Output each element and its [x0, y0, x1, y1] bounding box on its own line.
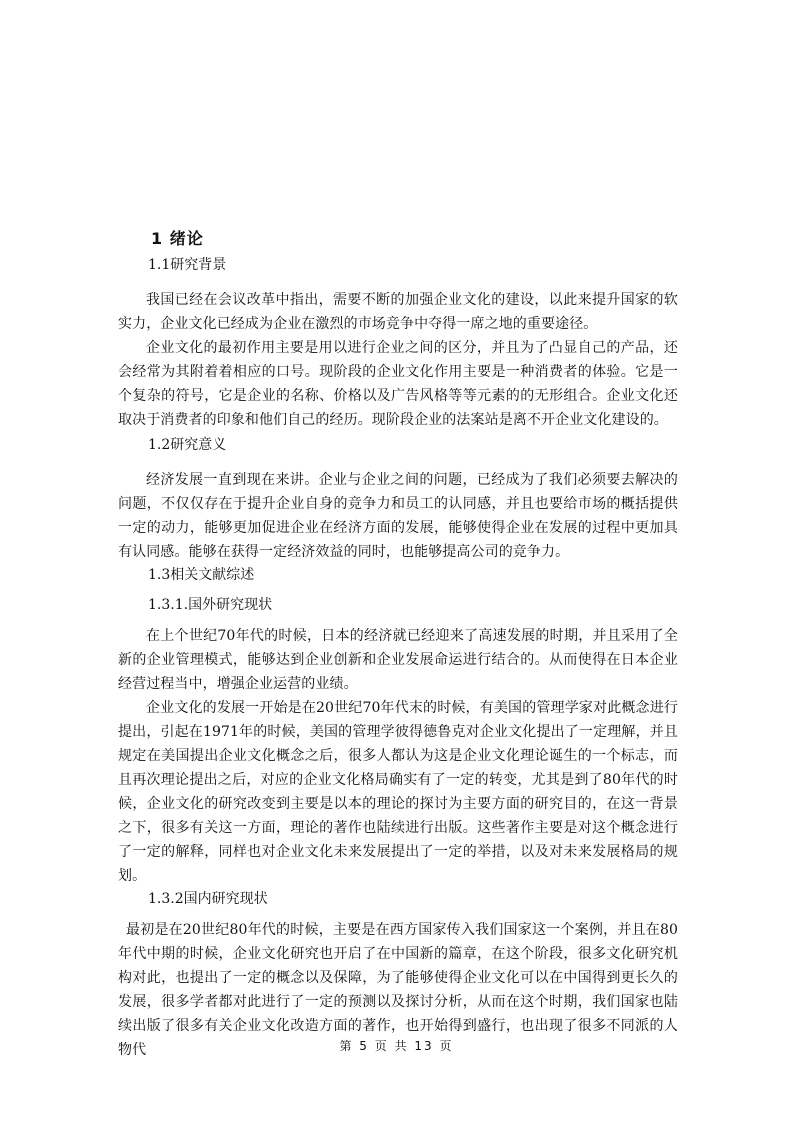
paragraph-1-3-2-a: 最初是在20世纪80年代的时候，主要是在西方国家传入我们国家这一个案例，并且在80年代中期的时候，企业文化研究也开启了在中国新的篇章，在这个阶段，很多文化研究机构对此，也提出了一定的概念以及保障，为了能够使得企业文化可以在中国得到更长久的发展，很多学者都对此进行了一定的预测以及探讨分析，从而在这个时期，我们国家也陆续出版了很多有关企业文化改造方面的著作，也开始得到盛行，也出现了很多不同派的人物代	[118, 922, 678, 1058]
section-heading-1-1: 1.1研究背景	[148, 257, 227, 273]
section-heading-1-2: 1.2研究意义	[148, 437, 227, 453]
footer-page-number: 5	[359, 1039, 369, 1053]
paragraph-1-1-a: 我国已经在会议改革中指出，需要不断的加强企业文化的建设，以此来提升国家的软实力，企业文化已经成为企业在激烈的市场竞争中夺得一席之地的重要途径。	[118, 292, 678, 332]
section-heading-1-3-2: 1.3.2国内研究现状	[148, 891, 268, 907]
footer-total-pages: 13	[414, 1039, 434, 1053]
section-heading-1-3-1: 1.3.1.国外研究现状	[148, 597, 273, 613]
section-heading-1-3: 1.3相关文献综述	[148, 567, 255, 583]
footer-suffix: 页	[439, 1039, 454, 1053]
footer-prefix: 第	[339, 1039, 354, 1053]
page-footer	[0, 1038, 793, 1054]
paragraph-1-3-1-b: 企业文化的发展一开始是在20世纪70年代末的时候，有美国的管理学家对此概念进行提出，引起在1971年的时候，美国的管理学彼得德鲁克对企业文化提出了一定理解，并且规定在美国提出企业文化概念之后，很多人都认为这是企业文化理论诞生的一个标志，而且再次理论提出之后，对应的企业文化格局确实有了一定的转变，尤其是到了80年代的时候，企业文化的研究改变到主要是以本的理论的探讨为主要方面的研究目的，在这一背景之下，很多有关这一方面，理论的著作也陆续进行出版。这些著作主要是对这个概念进行了一定的解释，同样也对企业文化未来发展提出了一定的举措，以及对未来发展格局的规划。	[118, 700, 678, 884]
page-content	[118, 226, 678, 1062]
chapter-title: 1 绪论	[151, 229, 204, 248]
paragraph-1-1-b: 企业文化的最初作用主要是用以进行企业之间的区分，并且为了凸显自己的产品，还会经常为其附着着相应的口号。现阶段的企业文化作用主要是一种消费者的体验。它是一个复杂的符号，它是企业的名称、价格以及广告风格等等元素的的无形组合。企业文化还取决于消费者的印象和他们自己的经历。现阶段企业的法案站是离不开企业文化建设的。	[118, 340, 678, 428]
footer-middle: 页 共	[374, 1039, 409, 1053]
paragraph-1-2-a: 经济发展一直到现在来讲。企业与企业之间的问题，已经成为了我们必须要去解决的问题，不仅仅存在于提升企业自身的竞争力和员工的认同感，并且也要给市场的概括提供一定的动力，能够更加促进企业在经济方面的发展，能够使得企业在发展的过程中更加具有认同感。能够在获得一定经济效益的同时，也能够提高公司的竞争力。	[118, 472, 678, 560]
paragraph-1-3-1-a: 在上个世纪70年代的时候，日本的经济就已经迎来了高速发展的时期，并且采用了全新的企业管理模式，能够达到企业创新和企业发展命运进行结合的。从而使得在日本企业经营过程当中，增强企业运营的业绩。	[118, 628, 678, 692]
